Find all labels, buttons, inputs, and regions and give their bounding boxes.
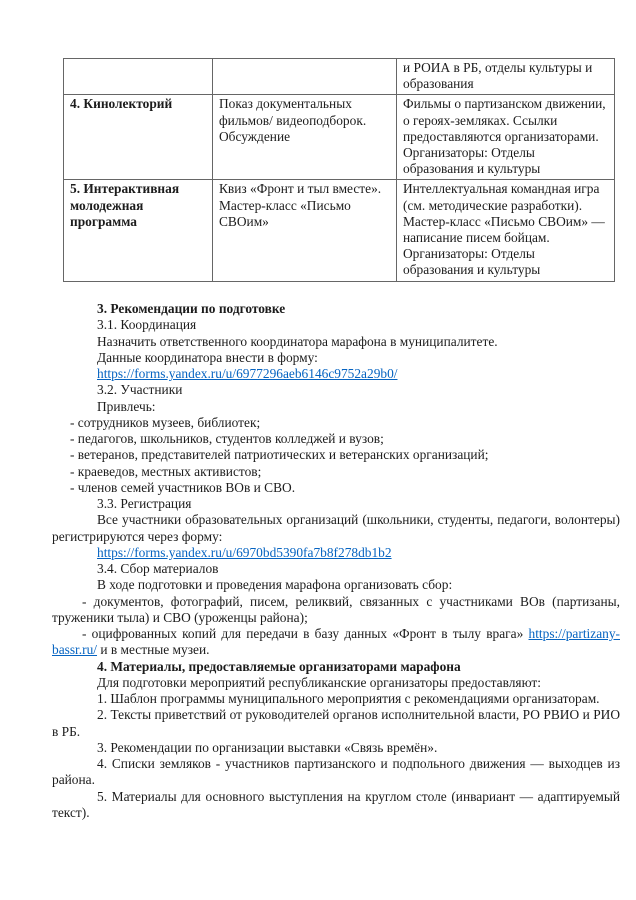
text-run: 5. Материалы для основного выступления на круглом столе (инвариант — адаптируемый текст).	[52, 788, 620, 820]
text-run: 2. Тексты приветствий от руководителей органов исполнительной власти, РО РВИО и РИО в РБ.	[52, 707, 620, 739]
paragraph	[52, 399, 620, 415]
list-item	[52, 594, 620, 627]
text-run: В ходе подготовки и проведения марафона организовать сбор:	[97, 577, 453, 593]
section-4-heading	[52, 659, 620, 675]
bold-text: 3. Рекомендации по подготовке	[97, 301, 286, 316]
text-run: 3.3. Регистрация	[97, 496, 192, 511]
numbered-item	[52, 691, 620, 707]
table-row	[64, 95, 615, 180]
list-item	[52, 447, 620, 463]
text-run: 3.2. Участники	[97, 382, 183, 398]
text-run: - членов семей участников ВОв и СВО.	[70, 479, 296, 495]
section-3-heading	[52, 301, 620, 317]
hyperlink[interactable]: https://forms.yandex.ru/u/6970bd5390fa7b8f278db1b2	[97, 544, 392, 560]
text-run: 3.1. Координация	[97, 317, 197, 333]
document-body	[52, 301, 620, 821]
table-cell-text: Интеллектуальная командная игра (см. методические разработки). Мастер-класс «Письмо СВОим» — написание писем бойцам. Организаторы: Отделы образования и культуры	[403, 181, 605, 278]
paragraph	[52, 577, 620, 593]
table-cell	[64, 59, 213, 95]
hyperlink[interactable]: https://partizany-bassr.ru/	[52, 626, 620, 658]
text-run: Для подготовки мероприятий республиканские организаторы предоставляют:	[97, 674, 541, 690]
table-cell	[213, 95, 397, 180]
text-run: 4. Списки земляков - участников партизанского и подпольного движения — выходцев из района.	[52, 756, 620, 788]
table-cell	[397, 59, 615, 95]
text-run: - ветеранов, представителей патриотических и ветеранских организаций;	[70, 447, 489, 463]
text-run: 1. Шаблон программы муниципального мероприятия с рекомендациями организаторам.	[97, 691, 600, 706]
text-run: Назначить ответственного координатора марафона в муниципалитете.	[97, 333, 498, 349]
table-cell-text: 5. Интерактивная молодежная программа	[70, 181, 180, 229]
table-cell	[213, 59, 397, 95]
events-table	[63, 58, 615, 282]
bold-text: 4. Материалы, предоставляемые организаторами марафона	[97, 658, 461, 674]
text-run: - сотрудников музеев, библиотек;	[70, 414, 261, 430]
table-cell-text: Показ документальных фильмов/ видеоподборок. Обсуждение	[219, 96, 367, 144]
table-row	[64, 59, 615, 95]
table-cell	[397, 95, 615, 180]
text-run: 3.4. Сбор материалов	[97, 561, 219, 576]
paragraph	[52, 675, 620, 691]
table-cell	[64, 180, 213, 281]
text-run: - документов, фотографий, писем, реликвий, связанных с участниками ВОв (партизаны, труженики тыла) и СВО (уроженцы района);	[52, 593, 620, 625]
numbered-item	[52, 740, 620, 756]
paragraph	[52, 350, 620, 366]
numbered-item	[52, 707, 620, 740]
list-item	[52, 415, 620, 431]
link-paragraph	[52, 366, 620, 382]
paragraph	[52, 334, 620, 350]
paragraph	[52, 512, 620, 545]
section-3-3-heading	[52, 496, 620, 512]
text-run: Данные координатора внести в форму:	[97, 349, 318, 365]
text-run: и в местные музеи.	[97, 642, 210, 658]
link-paragraph	[52, 545, 620, 561]
table-cell-text: и РОИА в РБ, отделы культуры и образования	[403, 60, 593, 92]
section-3-1-heading	[52, 317, 620, 333]
table-cell	[213, 180, 397, 281]
text-run: Все участники образовательных организаций (школьники, студенты, педагоги, волонтеры) регистрируются через форму:	[52, 512, 620, 544]
list-item	[52, 464, 620, 480]
table-cell-text: 4. Кинолекторий	[70, 96, 173, 112]
text-run: - педагогов, школьников, студентов колледжей и вузов;	[70, 431, 384, 446]
text-run: 3. Рекомендации по организации выставки «Связь времён».	[97, 739, 438, 755]
table-cell	[397, 180, 615, 281]
section-3-2-heading	[52, 382, 620, 398]
numbered-item	[52, 789, 620, 822]
list-item	[52, 480, 620, 496]
list-item	[52, 626, 620, 659]
text-run: - краеведов, местных активистов;	[70, 463, 262, 479]
table-cell-text: Квиз «Фронт и тыл вместе». Мастер-класс «Письмо СВОим»	[219, 181, 382, 229]
text-run: Привлечь:	[97, 398, 156, 414]
hyperlink[interactable]: https://forms.yandex.ru/u/6977296aeb6146c9752a29b0/	[97, 366, 398, 381]
table-cell	[64, 95, 213, 180]
numbered-item	[52, 756, 620, 789]
table-row	[64, 180, 615, 281]
events-table-body	[64, 59, 615, 282]
table-cell-text: Фильмы о партизанском движении, о героях-земляках. Ссылки предоставляются организаторами. Организаторы: Отделы образования и культуры	[403, 96, 606, 177]
list-item	[52, 431, 620, 447]
section-3-4-heading	[52, 561, 620, 577]
text-run: - оцифрованных копий для передачи в базу данных «Фронт в тылу врага»	[82, 626, 529, 641]
